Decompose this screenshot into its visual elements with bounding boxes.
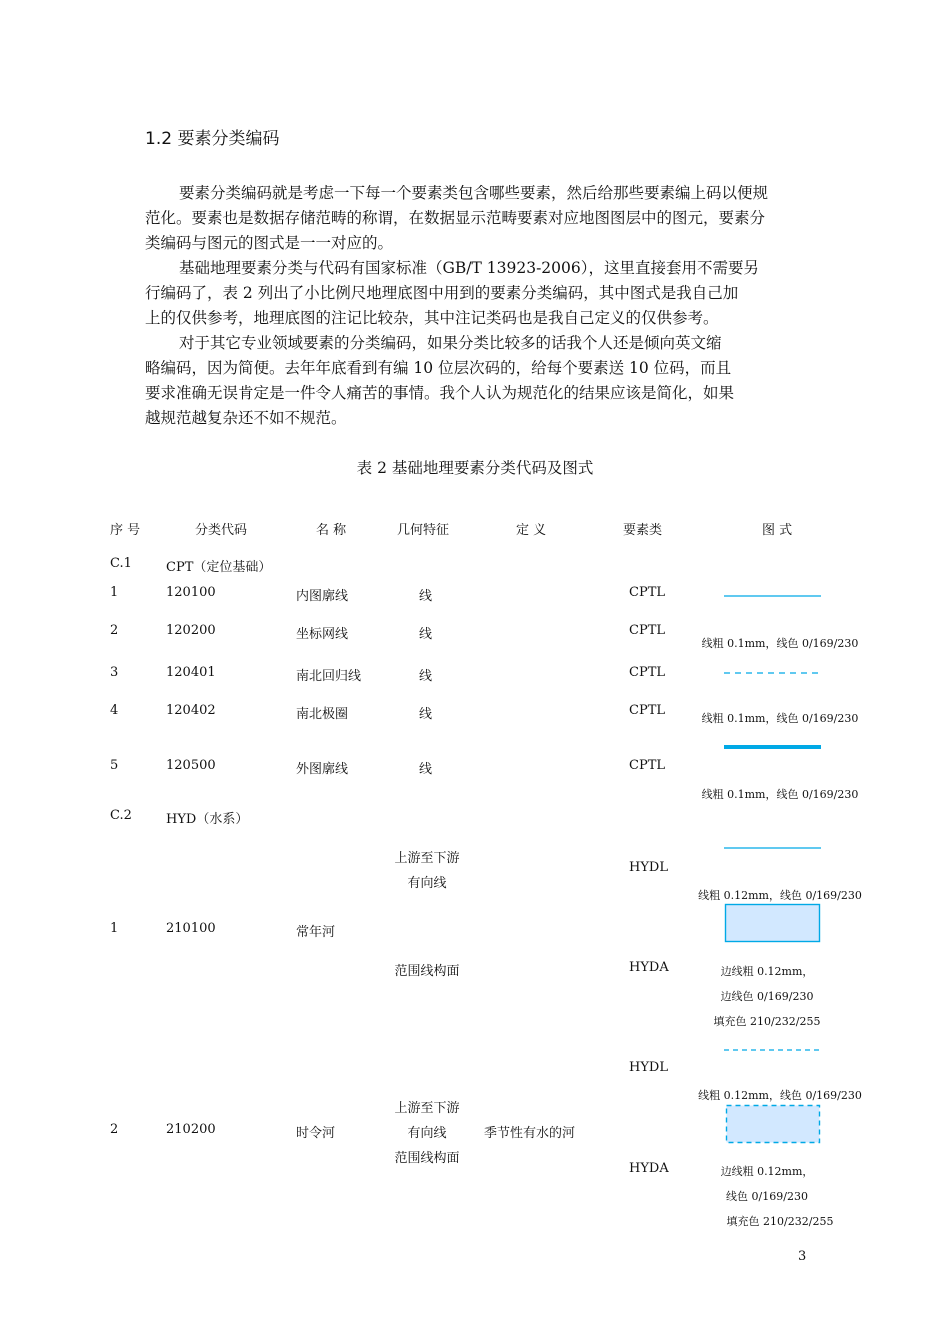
- river-line-symbol: [720, 842, 830, 854]
- cell-definition: 季节性有水的河: [484, 1126, 576, 1141]
- symbol-note: 填充色 210/232/255: [726, 1215, 834, 1228]
- section-heading: 1.2 要素分类编码: [145, 129, 280, 149]
- paragraph-line: 行编码了，表 2 列出了小比例尺地理底图中用到的要素分类编码，其中图式是我自己加: [145, 284, 739, 302]
- cell-code: 210200: [166, 1122, 216, 1137]
- cell-geometry: 线: [419, 669, 433, 684]
- cell-code: 120401: [166, 665, 216, 680]
- river-area-symbol: [724, 902, 824, 944]
- group-id: C.1: [110, 556, 132, 571]
- symbol-note: 线粗 0.12mm，线色 0/169/230: [698, 889, 862, 902]
- cell-seq: 3: [110, 665, 119, 680]
- cell-class: HYDA: [629, 1161, 669, 1176]
- paragraph-line: 越规范越复杂还不如不规范。: [145, 409, 347, 427]
- cell-geometry: 范围线构面: [394, 964, 460, 979]
- cell-code: 120200: [166, 623, 216, 638]
- cell-class: HYDL: [629, 860, 668, 875]
- table-caption: 表 2 基础地理要素分类代码及图式: [356, 459, 594, 477]
- cell-geometry: 上游至下游: [394, 851, 460, 866]
- paragraph-line: 基础地理要素分类与代码有国家标准（GB/T 13923-2006），这里直接套用不需要另: [179, 259, 760, 277]
- cell-name: 常年河: [296, 925, 336, 940]
- cell-name: 外图廓线: [296, 762, 349, 777]
- cell-code: 120100: [166, 585, 216, 600]
- cell-geometry: 线: [419, 707, 433, 722]
- header-feature-class: 要素类: [623, 523, 663, 538]
- cell-name: 时令河: [296, 1126, 336, 1141]
- cell-class: HYDA: [629, 960, 669, 975]
- cell-class: CPTL: [629, 585, 665, 600]
- page-number: 3: [798, 1249, 807, 1264]
- cell-geometry: 范围线构面: [394, 1151, 460, 1166]
- cell-class: CPTL: [629, 703, 665, 718]
- cell-seq: 1: [110, 921, 119, 936]
- cell-seq: 4: [110, 703, 119, 718]
- thick-line-symbol: [720, 740, 830, 754]
- symbol-note: 线色 0/169/230: [726, 1190, 808, 1203]
- paragraph-line: 对于其它专业领域要素的分类编码，如果分类比较多的话我个人还是倾向英文缩: [179, 334, 722, 352]
- cell-geometry: 有向线: [407, 1126, 447, 1141]
- header-seq: 序 号: [110, 523, 141, 538]
- paragraph-line: 类编码与图元的图式是一一对应的。: [145, 234, 394, 252]
- seasonal-river-line-symbol: [720, 1044, 830, 1056]
- seasonal-river-area-symbol: [724, 1103, 824, 1145]
- group-name: HYD（水系）: [166, 812, 249, 827]
- group-name: CPT（定位基础）: [166, 560, 272, 575]
- cell-seq: 5: [110, 758, 119, 773]
- dashed-line-symbol: [720, 667, 830, 679]
- symbol-note: 边线粗 0.12mm，: [720, 965, 814, 978]
- cell-name: 南北回归线: [296, 669, 362, 684]
- header-code: 分类代码: [195, 523, 248, 538]
- paragraph-2: [145, 256, 807, 331]
- cell-name: 南北极圈: [296, 707, 349, 722]
- paragraph-line: 上的仅供参考，地理底图的注记比较杂，其中注记类码也是我自己定义的仅供参考。: [145, 309, 719, 327]
- symbol-note: 线粗 0.12mm，线色 0/169/230: [698, 1089, 862, 1102]
- cell-code: 120402: [166, 703, 216, 718]
- symbol-note: 边线色 0/169/230: [720, 990, 814, 1003]
- group-id: C.2: [110, 808, 132, 823]
- paragraph-line: 略编码，因为简便。去年年底看到有编 10 位层次码的，给每个要素送 10 位码，而且: [145, 359, 732, 377]
- header-geometry: 几何特征: [397, 523, 450, 538]
- cell-seq: 1: [110, 585, 119, 600]
- thin-line-symbol: [720, 590, 830, 602]
- cell-name: 坐标网线: [296, 627, 349, 642]
- cell-geometry: 有向线: [407, 876, 447, 891]
- paragraph-line: 范化。要素也是数据存储范畴的称谓，在数据显示范畴要素对应地图图层中的图元，要素分: [145, 209, 766, 227]
- symbol-note: 线粗 0.1mm，线色 0/169/230: [701, 788, 859, 801]
- paragraph-line: 要素分类编码就是考虑一下每一个要素类包含哪些要素，然后给那些要素编上码以便规: [179, 184, 769, 202]
- cell-class: CPTL: [629, 758, 665, 773]
- cell-name: 内图廓线: [296, 589, 349, 604]
- cell-class: HYDL: [629, 1060, 668, 1075]
- header-definition: 定 义: [516, 523, 547, 538]
- symbol-note: 线粗 0.1mm，线色 0/169/230: [701, 637, 859, 650]
- cell-class: CPTL: [629, 623, 665, 638]
- cell-seq: 2: [110, 623, 119, 638]
- header-symbol: 图 式: [762, 523, 793, 538]
- cell-geometry: 线: [419, 627, 433, 642]
- cell-class: CPTL: [629, 665, 665, 680]
- paragraph-line: 要求准确无误肯定是一件令人痛苦的事情。我个人认为规范化的结果应该是简化，如果: [145, 384, 735, 402]
- symbol-note: 填充色 210/232/255: [713, 1015, 821, 1028]
- symbol-note: 线粗 0.1mm，线色 0/169/230: [701, 712, 859, 725]
- header-name: 名 称: [316, 523, 347, 538]
- symbol-note: 边线粗 0.12mm，: [720, 1165, 814, 1178]
- paragraph-3: [145, 331, 807, 431]
- cell-geometry: 上游至下游: [394, 1101, 460, 1116]
- cell-seq: 2: [110, 1122, 119, 1137]
- paragraph-1: [145, 181, 807, 256]
- cell-geometry: 线: [419, 762, 433, 777]
- cell-code: 120500: [166, 758, 216, 773]
- cell-code: 210100: [166, 921, 216, 936]
- cell-geometry: 线: [419, 589, 433, 604]
